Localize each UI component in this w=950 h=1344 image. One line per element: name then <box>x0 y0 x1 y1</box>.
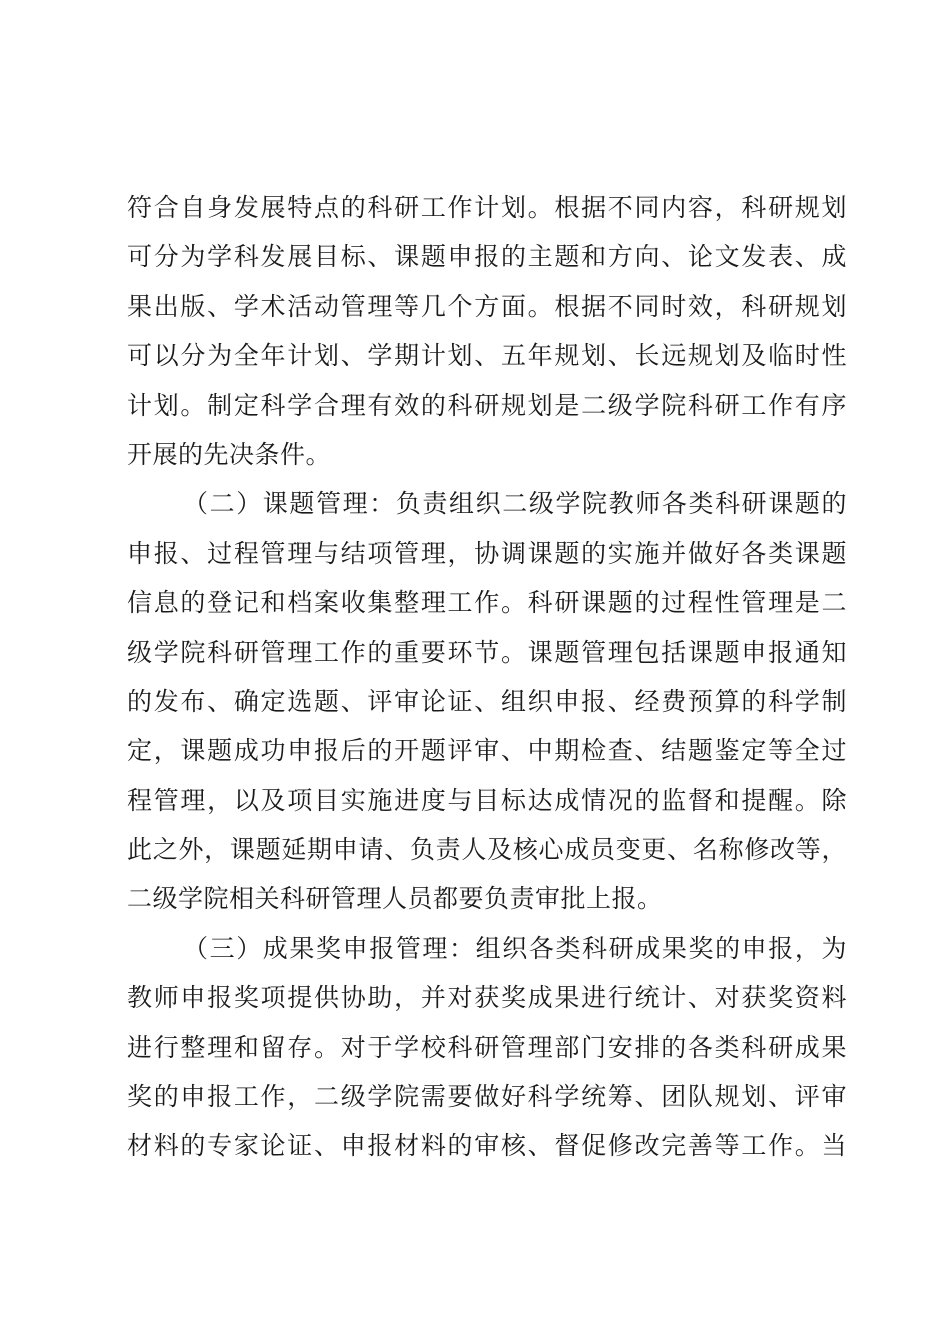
text-line: 级学院科研管理工作的重要环节。课题管理包括课题申报通知 <box>127 637 847 667</box>
text-line: 计划。制定科学合理有效的科研规划是二级学院科研工作有序 <box>127 390 847 420</box>
text-line: 进行整理和留存。对于学校科研管理部门安排的各类科研成果 <box>127 1032 847 1062</box>
paragraph-first-line: （三）成果奖申报管理：组织各类科研成果奖的申报，为 <box>183 933 847 963</box>
text-line: 开展的先决条件。 <box>127 439 332 469</box>
text-line: 此之外，课题延期申请、负责人及核心成员变更、名称修改等， <box>127 835 847 865</box>
text-line: 可分为学科发展目标、课题申报的主题和方向、论文发表、成 <box>127 242 847 272</box>
text-line: 果出版、学术活动管理等几个方面。根据不同时效，科研规划 <box>127 291 847 321</box>
text-line: 程管理，以及项目实施进度与目标达成情况的监督和提醒。除 <box>127 785 847 815</box>
text-line: 二级学院相关科研管理人员都要负责审批上报。 <box>127 884 663 914</box>
text-line: 符合自身发展特点的科研工作计划。根据不同内容，科研规划 <box>127 193 847 222</box>
text-line: 申报、过程管理与结项管理，协调课题的实施并做好各类课题 <box>127 538 847 568</box>
paragraph-first-line: （二）课题管理：负责组织二级学院教师各类科研课题的 <box>183 489 847 519</box>
text-line: 教师申报奖项提供协助，并对获奖成果进行统计、对获奖资料 <box>127 983 847 1013</box>
text-line: 材料的专家论证、申报材料的审核、督促修改完善等工作。当 <box>127 1131 847 1161</box>
text-line: 奖的申报工作，二级学院需要做好科学统筹、团队规划、评审 <box>127 1082 847 1112</box>
text-line: 定，课题成功申报后的开题评审、中期检查、结题鉴定等全过 <box>127 736 847 766</box>
body-text <box>127 183 847 1171</box>
text-line: 可以分为全年计划、学期计划、五年规划、长远规划及临时性 <box>127 341 847 371</box>
text-line: 信息的登记和档案收集整理工作。科研课题的过程性管理是二 <box>127 588 847 618</box>
text-line: 的发布、确定选题、评审论证、组织申报、经费预算的科学制 <box>127 686 847 716</box>
